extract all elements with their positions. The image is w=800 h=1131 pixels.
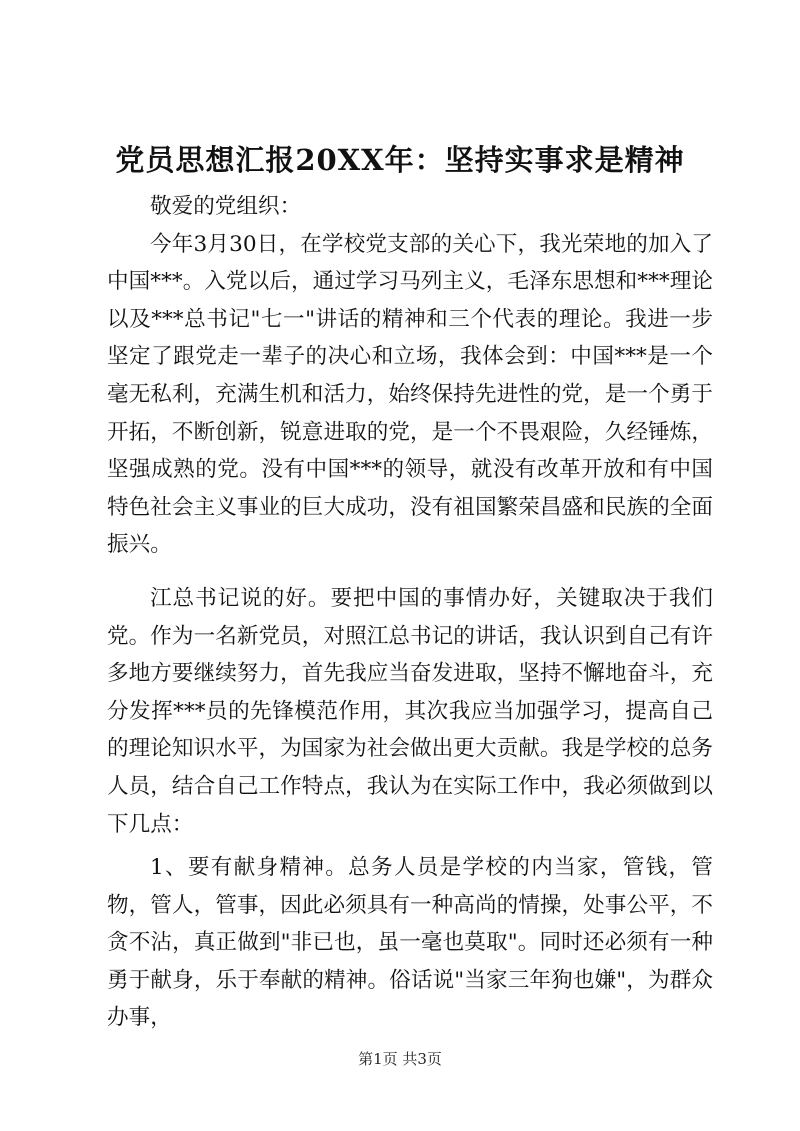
paragraph-2: 江总书记说的好。要把中国的事情办好，关键取决于我们党。作为一名新党员，对照江总书记的讲话，我认识到自己有许多地方要继续努力，首先我应当奋发进取，坚持不懈地奋斗，充分发挥***员的先锋模范作用，其次我应当加强学习，提高自己的理论知识水平，为国家为社会做出更大贡献。我是学校的总务人员，结合自己工作特点，我认为在实际工作中，我必须做到以下几点：: [107, 585, 713, 837]
document-title: 党员思想汇报20XX年：坚持实事求是精神: [115, 143, 685, 177]
paragraph-1: 今年3月30日，在学校党支部的关心下，我光荣地的加入了中国***。入党以后，通过学习马列主义，毛泽东思想和***理论以及***总书记"七一"讲话的精神和三个代表的理论。我进一步坚定了跟党走一辈子的决心和立场，我体会到：中国***是一个毫无私利，充满生机和活力，始终保持先进性的党，是一个勇于开拓，不断创新，锐意进取的党，是一个不畏艰险，久经锤炼，坚强成熟的党。没有中国***的领导，就没有改革开放和有中国特色社会主义事业的巨大成功，没有祖国繁荣昌盛和民族的全面振兴。: [107, 231, 713, 558]
paragraph-3: 1、要有献身精神。总务人员是学校的内当家，管钱，管物，管人，管事，因此必须具有一种高尚的情操，处事公平，不贪不沾，真正做到"非已也，虽一毫也莫取"。同时还必须有一种勇于献身，乐于奉献的精神。俗话说"当家三年狗也嫌"，为群众办事，: [107, 855, 713, 1031]
page-number-footer: 第1页 共3页: [358, 1050, 442, 1068]
document-body: [107, 188, 713, 1037]
greeting-line: 敬爱的党组织：: [150, 194, 302, 219]
